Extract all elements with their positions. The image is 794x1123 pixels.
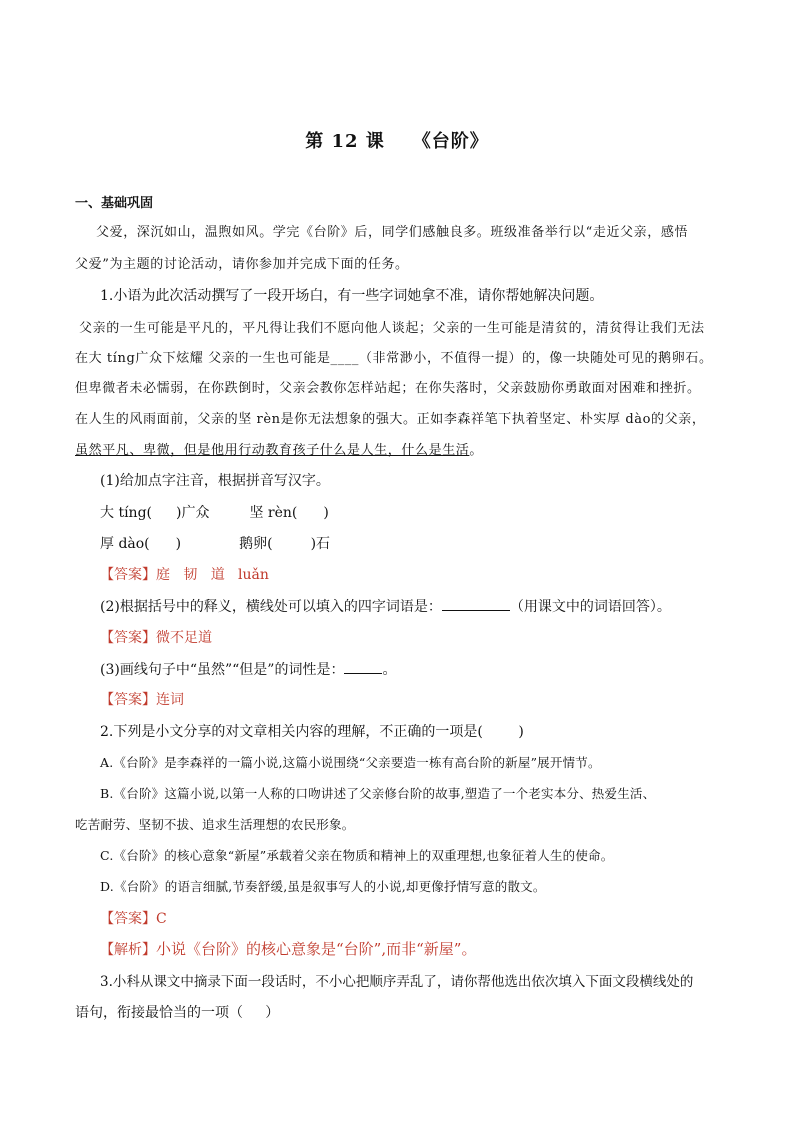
q3-stem-line-1: 3.小科从课文中摘录下面一段话时，不小心把顺序弄乱了，请你帮他选出依次填入下面文段横线处的: [100, 974, 694, 990]
underlined-sentence: 虽然平凡、卑微，但是他用行动教育孩子什么是人生，什么是生活: [75, 443, 470, 458]
analysis-label: 【解析】: [100, 942, 156, 958]
analysis-text: 小说《台阶》的核心意象是“台阶”,而非“新屋”。: [156, 940, 477, 958]
sub2-stem: (2)根据括号中的释义，横线处可以填入的四字词语是： （用课文中的词语回答）。: [100, 599, 671, 615]
answer-value: 连词: [156, 692, 184, 708]
q2-option-b-line-1: B.《台阶》这篇小说,以第一人称的口吻讲述了父亲修台阶的故事,塑造了一个老实本分、热爱生活、: [100, 786, 656, 801]
page-title: [0, 127, 794, 153]
answer-label: 【答案】: [100, 911, 156, 927]
lesson-name: 《台阶》: [412, 131, 489, 152]
intro-line-2: 父爱”为主题的讨论活动，请你参加并完成下面的任务。: [75, 257, 409, 272]
answer-label: 【答案】: [100, 567, 156, 583]
sub1-row-2: 厚 dào( ) 鹅卵( )石: [100, 536, 331, 552]
passage-line-2: 在大 tíng广众下炫耀 父亲的一生也可能是____（非常渺小，不值得一提）的，像一块随处可见的鹅卵石。: [75, 351, 713, 366]
intro-line-1: 父爱，深沉如山，温煦如风。学完《台阶》后，同学们感触良多。班级准备举行以“走近父亲，感悟: [96, 225, 689, 240]
q2-option-a: A.《台阶》是李森祥的一篇小说,这篇小说围绕“父亲要造一栋有高台阶的新屋”展开情节。: [100, 755, 601, 770]
sub1-stem: (1)给加点字注音，根据拼音写汉字。: [100, 473, 330, 489]
sub1-row-1: 大 tíng( )广众 坚 rèn( ): [100, 505, 329, 521]
sub2-answer: [100, 627, 212, 647]
answer-value: 微不足道: [156, 630, 212, 646]
answer-label: 【答案】: [100, 692, 156, 708]
q3-stem-line-2: 语句，衔接最恰当的一项（ ）: [75, 1005, 280, 1021]
answer-blank: [442, 598, 510, 611]
answer-label: 【答案】: [100, 630, 156, 646]
answer-value: C: [156, 911, 167, 927]
sub3-stem: (3)画线句子中“虽然”“但是”的词性是： 。: [100, 662, 397, 678]
passage-line-1: 父亲的一生可能是平凡的，平凡得让我们不愿向他人谈起；父亲的一生可能是清贫的，清贫得让我们无法: [79, 321, 705, 336]
section-heading: 一、基础巩固: [75, 196, 154, 211]
sub1-answer: [100, 564, 269, 584]
answer-blank: [344, 661, 382, 674]
q2-option-b-line-2: 吃苦耐劳、坚韧不拔、追求生活理想的农民形象。: [75, 817, 355, 832]
passage-line-4: 在人生的风雨面前，父亲的坚 rèn是你无法想象的强大。正如李森祥笔下执着坚定、朴实厚 dào的父亲，: [75, 412, 706, 427]
lesson-number: 第 12 课: [305, 131, 385, 152]
sub3-answer: [100, 689, 184, 709]
q2-analysis: [100, 938, 476, 959]
q2-stem: 2.下列是小文分享的对文章相关内容的理解，不正确的一项是( ): [100, 724, 524, 740]
answer-value: 庭 韧 道 luǎn: [156, 567, 269, 583]
q2-option-d: D.《台阶》的语言细腻,节奏舒缓,虽是叙事写人的小说,却更像抒情写意的散文。: [100, 879, 546, 894]
passage-line-5: 虽然平凡、卑微，但是他用行动教育孩子什么是人生，什么是生活。: [75, 443, 484, 458]
q2-option-c: C.《台阶》的核心意象“新屋”承载着父亲在物质和精神上的双重理想,也象征着人生的使命。: [100, 848, 614, 863]
q1-stem: 1.小语为此次活动撰写了一段开场白，有一些字词她拿不准，请你帮她解决问题。: [100, 288, 604, 304]
passage-line-3: 但卑微者未必懦弱，在你跌倒时，父亲会教你怎样站起；在你失落时，父亲鼓励你勇敢面对困难和挫折。: [75, 381, 701, 396]
q2-answer: [100, 908, 167, 928]
